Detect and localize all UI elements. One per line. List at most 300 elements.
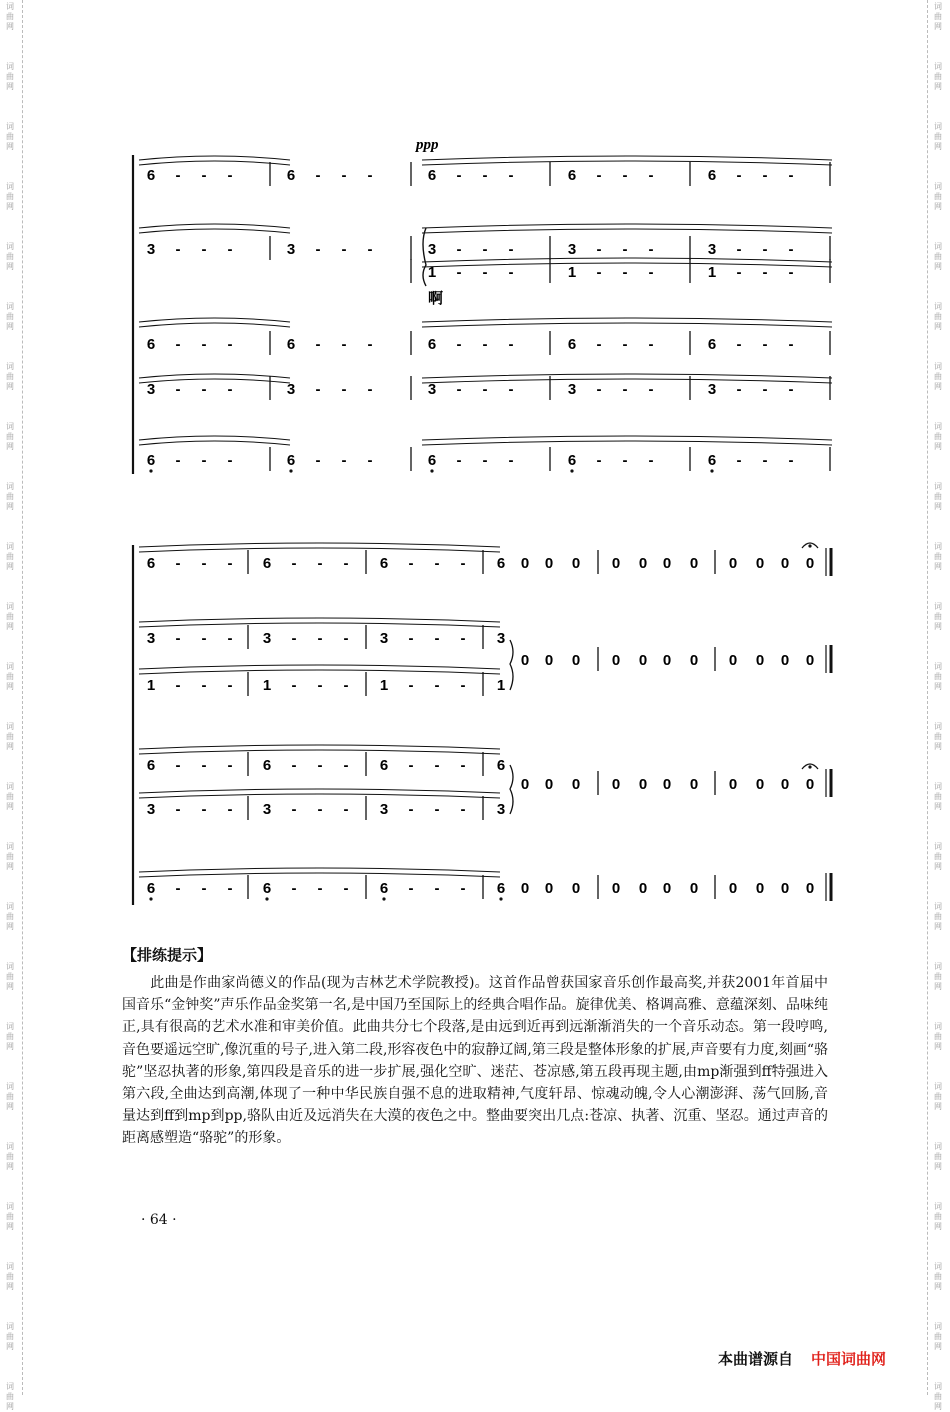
note-digit: 6 — [146, 167, 156, 184]
dash-extension: - — [367, 336, 373, 353]
dash-extension: - — [482, 241, 488, 258]
dash-extension: - — [317, 880, 323, 897]
dash-extension: - — [596, 336, 602, 353]
slur-arc — [422, 224, 832, 228]
dash-extension: - — [317, 757, 323, 774]
rest-digit: 0 — [780, 880, 790, 897]
note-digit: 6 — [286, 336, 296, 353]
dash-extension: - — [788, 452, 794, 469]
rest-digit: 0 — [662, 880, 672, 897]
divisi-brace — [510, 640, 513, 690]
dash-extension: - — [434, 880, 440, 897]
slur-arc — [139, 868, 500, 872]
dash-extension: - — [508, 167, 514, 184]
dash-extension: - — [456, 381, 462, 398]
dash-extension: - — [736, 241, 742, 258]
slur-arc — [422, 441, 832, 445]
dash-extension: - — [201, 167, 207, 184]
note-digit: 6 — [146, 880, 156, 897]
low-octave-dot — [499, 897, 502, 900]
dash-extension: - — [736, 381, 742, 398]
dash-extension: - — [341, 167, 347, 184]
note-digit: 6 — [707, 336, 717, 353]
dash-extension: - — [434, 677, 440, 694]
rest-digit: 0 — [544, 880, 554, 897]
dash-extension: - — [460, 757, 466, 774]
dash-extension: - — [508, 452, 514, 469]
dash-extension: - — [622, 381, 628, 398]
note-digit: 3 — [707, 241, 717, 258]
divisi-brace — [510, 765, 513, 814]
dash-extension: - — [788, 381, 794, 398]
rest-digit: 0 — [805, 880, 815, 897]
note-digit: 1 — [262, 677, 272, 694]
slur-arc — [422, 374, 832, 378]
dash-extension: - — [508, 264, 514, 281]
note-digit: 6 — [567, 167, 577, 184]
note-digit: 3 — [379, 630, 389, 647]
note-digit: 3 — [262, 630, 272, 647]
slur-arc — [422, 161, 832, 165]
dash-extension: - — [762, 264, 768, 281]
slur-arc — [139, 750, 500, 754]
watermark-char-group: 词 曲 网 — [6, 122, 14, 151]
rest-digit: 0 — [689, 555, 699, 572]
watermark-char-group: 词 曲 网 — [6, 1202, 14, 1231]
dash-extension: - — [227, 555, 233, 572]
credit-site-link[interactable]: 中国词曲网 — [811, 1350, 887, 1368]
dash-extension: - — [456, 264, 462, 281]
watermark-char-group: 词 曲 网 — [934, 1082, 942, 1111]
dash-extension: - — [648, 167, 654, 184]
rest-digit: 0 — [611, 652, 621, 669]
rest-digit: 0 — [520, 880, 530, 897]
watermark-char-group: 词 曲 网 — [6, 962, 14, 991]
rest-digit: 0 — [662, 776, 672, 793]
dash-extension: - — [367, 452, 373, 469]
lyric-syllable: 啊 — [428, 289, 444, 307]
dash-extension: - — [227, 630, 233, 647]
dash-extension: - — [508, 241, 514, 258]
slur-arc — [139, 379, 290, 383]
watermark-char-group: 词 曲 网 — [934, 2, 942, 31]
slur-arc — [422, 323, 832, 327]
dash-extension: - — [201, 880, 207, 897]
dash-extension: - — [343, 880, 349, 897]
note-digit: 3 — [379, 801, 389, 818]
dash-extension: - — [460, 801, 466, 818]
note-digit: 6 — [707, 167, 717, 184]
rest-digit: 0 — [638, 776, 648, 793]
dash-extension: - — [508, 336, 514, 353]
dash-extension: - — [201, 381, 207, 398]
dash-extension: - — [175, 880, 181, 897]
dash-extension: - — [762, 336, 768, 353]
dash-extension: - — [788, 167, 794, 184]
rest-digit: 0 — [520, 652, 530, 669]
dash-extension: - — [315, 381, 321, 398]
watermark-char-group: 词 曲 网 — [934, 542, 942, 571]
note-digit: 6 — [496, 880, 506, 897]
dash-extension: - — [596, 167, 602, 184]
rest-digit: 0 — [728, 555, 738, 572]
note-digit: 1 — [146, 677, 156, 694]
dash-extension: - — [175, 452, 181, 469]
dash-extension: - — [736, 452, 742, 469]
dash-extension: - — [227, 167, 233, 184]
rest-digit: 0 — [662, 555, 672, 572]
dash-extension: - — [622, 241, 628, 258]
dash-extension: - — [367, 381, 373, 398]
dash-extension: - — [317, 555, 323, 572]
dash-extension: - — [762, 452, 768, 469]
dash-extension: - — [201, 555, 207, 572]
watermark-char-group: 词 曲 网 — [6, 482, 14, 511]
watermark-char-group: 词 曲 网 — [934, 902, 942, 931]
dash-extension: - — [648, 381, 654, 398]
watermark-char-group: 词 曲 网 — [934, 242, 942, 271]
watermark-char-group: 词 曲 网 — [6, 62, 14, 91]
low-octave-dot — [382, 897, 385, 900]
dash-extension: - — [175, 801, 181, 818]
slur-arc — [422, 258, 832, 262]
divisi-brace — [423, 228, 426, 286]
dash-extension: - — [315, 241, 321, 258]
rest-digit: 0 — [571, 776, 581, 793]
low-octave-dot — [149, 469, 152, 472]
slur-arc — [422, 229, 832, 233]
low-octave-dot — [710, 469, 713, 472]
watermark-char-group: 词 曲 网 — [934, 1262, 942, 1291]
dash-extension: - — [291, 630, 297, 647]
slur-arc — [139, 745, 500, 749]
note-digit: 3 — [427, 381, 437, 398]
rest-digit: 0 — [780, 555, 790, 572]
rest-digit: 0 — [520, 555, 530, 572]
dash-extension: - — [227, 677, 233, 694]
rest-digit: 0 — [689, 776, 699, 793]
rest-digit: 0 — [544, 776, 554, 793]
slur-arc — [139, 323, 290, 327]
dash-extension: - — [315, 336, 321, 353]
slur-arc — [422, 318, 832, 322]
dash-extension: - — [788, 241, 794, 258]
dash-extension: - — [456, 452, 462, 469]
watermark-char-group: 词 曲 网 — [934, 1202, 942, 1231]
dash-extension: - — [482, 336, 488, 353]
rest-digit: 0 — [571, 880, 581, 897]
slur-arc — [139, 436, 290, 440]
fermata-dot — [808, 765, 811, 768]
watermark-char-group: 词 曲 网 — [934, 1322, 942, 1351]
dash-extension: - — [175, 677, 181, 694]
rest-digit: 0 — [755, 555, 765, 572]
dash-extension: - — [648, 264, 654, 281]
dash-extension: - — [482, 167, 488, 184]
dash-extension: - — [343, 801, 349, 818]
rest-digit: 0 — [571, 652, 581, 669]
watermark-char-group: 词 曲 网 — [934, 302, 942, 331]
slur-arc — [139, 229, 290, 233]
watermark-char-group: 词 曲 网 — [934, 1022, 942, 1051]
note-digit: 6 — [707, 452, 717, 469]
note-digit: 3 — [146, 381, 156, 398]
note-digit: 3 — [146, 241, 156, 258]
dash-extension: - — [343, 630, 349, 647]
rest-digit: 0 — [662, 652, 672, 669]
rest-digit: 0 — [544, 555, 554, 572]
low-octave-dot — [570, 469, 573, 472]
slur-arc — [139, 618, 500, 622]
watermark-char-group: 词 曲 网 — [934, 662, 942, 691]
dash-extension: - — [291, 880, 297, 897]
dash-extension: - — [175, 630, 181, 647]
watermark-char-group: 词 曲 网 — [6, 602, 14, 631]
note-digit: 6 — [286, 452, 296, 469]
fermata-dot — [808, 544, 811, 547]
dash-extension: - — [227, 336, 233, 353]
slur-arc — [139, 548, 500, 552]
dash-extension: - — [596, 264, 602, 281]
slur-arc — [139, 161, 290, 165]
note-digit: 6 — [427, 167, 437, 184]
note-digit: 3 — [146, 801, 156, 818]
dash-extension: - — [317, 630, 323, 647]
slur-arc — [422, 156, 832, 160]
watermark-char-group: 词 曲 网 — [6, 902, 14, 931]
dash-extension: - — [291, 757, 297, 774]
dash-extension: - — [460, 555, 466, 572]
watermark-char-group: 词 曲 网 — [6, 1142, 14, 1171]
dash-extension: - — [175, 167, 181, 184]
dash-extension: - — [343, 677, 349, 694]
dash-extension: - — [456, 336, 462, 353]
note-digit: 6 — [146, 452, 156, 469]
dash-extension: - — [434, 801, 440, 818]
dash-extension: - — [367, 241, 373, 258]
dash-extension: - — [622, 167, 628, 184]
watermark-char-group: 词 曲 网 — [6, 722, 14, 751]
rest-digit: 0 — [638, 555, 648, 572]
watermark-char-group: 词 曲 网 — [6, 1082, 14, 1111]
dash-extension: - — [201, 630, 207, 647]
note-digit: 6 — [146, 757, 156, 774]
dash-extension: - — [291, 555, 297, 572]
low-octave-dot — [149, 897, 152, 900]
note-digit: 1 — [567, 264, 577, 281]
dash-extension: - — [341, 336, 347, 353]
dash-extension: - — [648, 336, 654, 353]
rest-digit: 0 — [611, 880, 621, 897]
note-digit: 6 — [146, 555, 156, 572]
dash-extension: - — [648, 241, 654, 258]
slur-arc — [139, 873, 500, 877]
dash-extension: - — [648, 452, 654, 469]
note-digit: 1 — [427, 264, 437, 281]
dash-extension: - — [291, 677, 297, 694]
dash-extension: - — [175, 757, 181, 774]
source-credit — [718, 1348, 886, 1369]
note-digit: 6 — [379, 555, 389, 572]
rest-digit: 0 — [638, 880, 648, 897]
low-octave-dot — [430, 469, 433, 472]
watermark-char-group: 词 曲 网 — [934, 842, 942, 871]
watermark-char-group: 词 曲 网 — [6, 782, 14, 811]
rehearsal-tips-heading: 【排练提示】 — [122, 946, 213, 964]
note-digit: 6 — [567, 452, 577, 469]
note-digit: 6 — [496, 757, 506, 774]
dash-extension: - — [201, 677, 207, 694]
rest-digit: 0 — [755, 880, 765, 897]
dash-extension: - — [408, 630, 414, 647]
dash-extension: - — [456, 241, 462, 258]
dash-extension: - — [341, 241, 347, 258]
dash-extension: - — [456, 167, 462, 184]
rest-digit: 0 — [805, 555, 815, 572]
dash-extension: - — [460, 880, 466, 897]
watermark-char-group: 词 曲 网 — [6, 422, 14, 451]
watermark-char-group: 词 曲 网 — [6, 1022, 14, 1051]
note-digit: 6 — [146, 336, 156, 353]
slur-arc — [139, 543, 500, 547]
dash-extension: - — [788, 264, 794, 281]
dash-extension: - — [482, 381, 488, 398]
note-digit: 6 — [427, 336, 437, 353]
rest-digit: 0 — [571, 555, 581, 572]
watermark-char-group: 词 曲 网 — [934, 482, 942, 511]
rest-digit: 0 — [755, 652, 765, 669]
dash-extension: - — [788, 336, 794, 353]
dash-extension: - — [175, 555, 181, 572]
note-digit: 6 — [262, 555, 272, 572]
dash-extension: - — [227, 757, 233, 774]
rest-digit: 0 — [689, 652, 699, 669]
page-number: · 64 · — [141, 1212, 177, 1228]
rehearsal-tips-paragraph — [122, 972, 828, 1150]
dash-extension: - — [341, 452, 347, 469]
rest-digit: 0 — [780, 776, 790, 793]
slur-arc — [422, 436, 832, 440]
watermark-char-group: 词 曲 网 — [934, 422, 942, 451]
watermark-char-group: 词 曲 网 — [6, 542, 14, 571]
watermark-char-group: 词 曲 网 — [934, 1382, 942, 1411]
dash-extension: - — [736, 264, 742, 281]
watermark-char-group: 词 曲 网 — [6, 182, 14, 211]
dash-extension: - — [596, 381, 602, 398]
note-digit: 1 — [496, 677, 506, 694]
watermark-char-group: 词 曲 网 — [6, 662, 14, 691]
dash-extension: - — [460, 630, 466, 647]
slur-arc — [139, 794, 500, 798]
dash-extension: - — [317, 677, 323, 694]
slur-arc — [139, 156, 290, 160]
note-digit: 6 — [427, 452, 437, 469]
rest-digit: 0 — [805, 652, 815, 669]
note-digit: 6 — [567, 336, 577, 353]
dash-extension: - — [227, 880, 233, 897]
dash-extension: - — [622, 452, 628, 469]
dash-extension: - — [460, 677, 466, 694]
note-digit: 3 — [496, 630, 506, 647]
note-digit: 1 — [379, 677, 389, 694]
dash-extension: - — [434, 757, 440, 774]
dash-extension: - — [227, 452, 233, 469]
dash-extension: - — [227, 241, 233, 258]
dash-extension: - — [227, 801, 233, 818]
rest-digit: 0 — [520, 776, 530, 793]
note-digit: 6 — [379, 880, 389, 897]
dash-extension: - — [201, 336, 207, 353]
note-digit: 3 — [427, 241, 437, 258]
rest-digit: 0 — [689, 880, 699, 897]
dash-extension: - — [482, 452, 488, 469]
slur-arc — [139, 441, 290, 445]
watermark-char-group: 词 曲 网 — [6, 302, 14, 331]
rest-digit: 0 — [611, 555, 621, 572]
slur-arc — [139, 224, 290, 228]
watermark-char-group: 词 曲 网 — [6, 362, 14, 391]
watermark-char-group: 词 曲 网 — [6, 1262, 14, 1291]
note-digit: 1 — [707, 264, 717, 281]
rest-digit: 0 — [728, 652, 738, 669]
dash-extension: - — [596, 241, 602, 258]
dash-extension: - — [317, 801, 323, 818]
dash-extension: - — [762, 167, 768, 184]
dash-extension: - — [367, 167, 373, 184]
watermark-char-group: 词 曲 网 — [934, 722, 942, 751]
watermark-char-group: 词 曲 网 — [6, 1322, 14, 1351]
watermark-char-group: 词 曲 网 — [6, 842, 14, 871]
note-digit: 3 — [567, 381, 577, 398]
watermark-char-group: 词 曲 网 — [934, 182, 942, 211]
rest-digit: 0 — [611, 776, 621, 793]
dash-extension: - — [343, 757, 349, 774]
dash-extension: - — [508, 381, 514, 398]
dash-extension: - — [227, 381, 233, 398]
dash-extension: - — [175, 381, 181, 398]
slur-arc — [139, 670, 500, 674]
low-octave-dot — [265, 897, 268, 900]
dash-extension: - — [201, 801, 207, 818]
dash-extension: - — [408, 757, 414, 774]
dash-extension: - — [201, 757, 207, 774]
watermark-char-group: 词 曲 网 — [6, 2, 14, 31]
dash-extension: - — [622, 336, 628, 353]
note-digit: 3 — [286, 241, 296, 258]
note-digit: 3 — [286, 381, 296, 398]
dash-extension: - — [736, 167, 742, 184]
note-digit: 3 — [707, 381, 717, 398]
note-digit: 6 — [262, 880, 272, 897]
slur-arc — [139, 665, 500, 669]
dash-extension: - — [315, 167, 321, 184]
slur-arc — [139, 318, 290, 322]
slur-arc — [139, 623, 500, 627]
dash-extension: - — [175, 241, 181, 258]
watermark-char-group: 词 曲 网 — [934, 62, 942, 91]
note-digit: 6 — [379, 757, 389, 774]
dash-extension: - — [341, 381, 347, 398]
dash-extension: - — [408, 880, 414, 897]
dash-extension: - — [482, 264, 488, 281]
dash-extension: - — [736, 336, 742, 353]
dash-extension: - — [762, 381, 768, 398]
slur-arc — [139, 374, 290, 378]
dash-extension: - — [596, 452, 602, 469]
dash-extension: - — [201, 241, 207, 258]
watermark-char-group: 词 曲 网 — [934, 962, 942, 991]
watermark-char-group: 词 曲 网 — [6, 1382, 14, 1411]
